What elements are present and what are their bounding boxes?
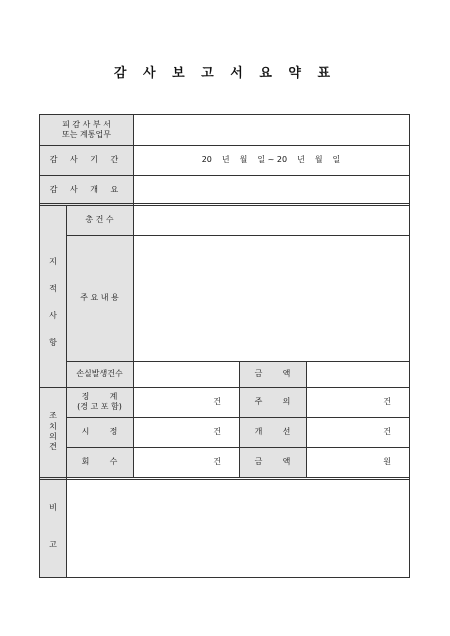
remarks-char-1: 비: [49, 503, 57, 513]
row-divider: [66, 361, 409, 362]
total-count-label: 총 건 수: [66, 205, 133, 235]
col-divider: [306, 361, 307, 477]
loss-amount-label: 금 액: [239, 361, 306, 387]
period-year-start: 20: [201, 154, 212, 164]
summary-table: [39, 114, 410, 578]
col-divider: [66, 205, 67, 577]
col-divider: [239, 361, 240, 477]
loss-count-value[interactable]: [133, 361, 239, 387]
audit-overview-label: 감 사 개 요: [40, 175, 133, 205]
recovery-value[interactable]: [133, 447, 239, 477]
caution-value[interactable]: [306, 387, 409, 417]
document-title: 감 사 보 고 서 요 약 표: [113, 66, 337, 81]
audit-period-label: 감 사 기 간: [40, 145, 133, 175]
actions-label: [40, 387, 66, 477]
findings-char-3: 사: [49, 311, 57, 321]
actions-char-2: 치: [49, 421, 57, 431]
findings-char-4: 항: [49, 338, 57, 348]
audited-dept-label: [40, 115, 133, 145]
period-wol-2: 월: [314, 154, 323, 164]
remarks-value[interactable]: [66, 477, 409, 577]
audited-dept-line2: 또는 계통업무: [62, 130, 111, 139]
discipline-value[interactable]: [133, 387, 239, 417]
correction-label: 시 정: [66, 417, 133, 447]
caution-unit: 건: [383, 396, 391, 406]
actions-char-3: 의: [49, 432, 57, 441]
row-divider: [66, 235, 409, 236]
correction-value[interactable]: [133, 417, 239, 447]
row-divider: [66, 447, 409, 448]
total-count-value[interactable]: [133, 205, 409, 235]
discipline-label: [66, 387, 133, 417]
actions-char-4: 견: [49, 442, 57, 452]
period-il-2: 일: [332, 154, 341, 164]
discipline-unit: 건: [213, 396, 221, 406]
audited-dept-value[interactable]: [133, 115, 409, 145]
audit-overview-value[interactable]: [133, 175, 409, 205]
row-divider: [40, 387, 409, 388]
findings-char-2: 적: [49, 284, 57, 294]
discipline-line2: (경 고 포 함): [77, 402, 122, 411]
main-content-label: 주 요 내 용: [66, 235, 133, 361]
recovery-label: 회 수: [66, 447, 133, 477]
row-divider: [66, 417, 409, 418]
period-wol-1: 월: [239, 154, 248, 164]
recovery-amount-label: 금 액: [239, 447, 306, 477]
caution-label: 주 의: [239, 387, 306, 417]
period-il-tilde: 일 ~ 20: [257, 154, 288, 164]
loss-count-label: 손실발생건수: [66, 361, 133, 387]
discipline-line1: 징 계: [81, 391, 118, 401]
period-nyeon-2: 년: [297, 154, 305, 164]
col-divider: [133, 115, 134, 477]
row-divider: [40, 203, 409, 204]
loss-amount-value[interactable]: [306, 361, 409, 387]
remarks-label: [40, 477, 66, 577]
row-divider: [40, 479, 409, 480]
findings-char-1: 지: [49, 257, 57, 267]
improvement-label: 개 선: [239, 417, 306, 447]
remarks-char-2: 고: [49, 540, 57, 550]
audited-dept-line1: 피 감 사 부 서: [62, 119, 111, 129]
row-divider: [40, 145, 409, 146]
improvement-value[interactable]: [306, 417, 409, 447]
findings-label: [40, 205, 66, 387]
recovery-amount-value[interactable]: [306, 447, 409, 477]
row-divider: [40, 205, 409, 206]
recovery-amount-unit: 원: [383, 456, 391, 466]
correction-unit: 건: [213, 426, 221, 436]
main-content-value[interactable]: [133, 235, 409, 361]
recovery-unit: 건: [213, 456, 221, 466]
period-nyeon-1: 년: [221, 154, 230, 164]
actions-char-1: 조: [49, 411, 57, 421]
row-divider: [40, 175, 409, 176]
improvement-unit: 건: [383, 426, 391, 436]
row-divider: [40, 477, 409, 478]
audit-period-value[interactable]: [133, 145, 409, 175]
